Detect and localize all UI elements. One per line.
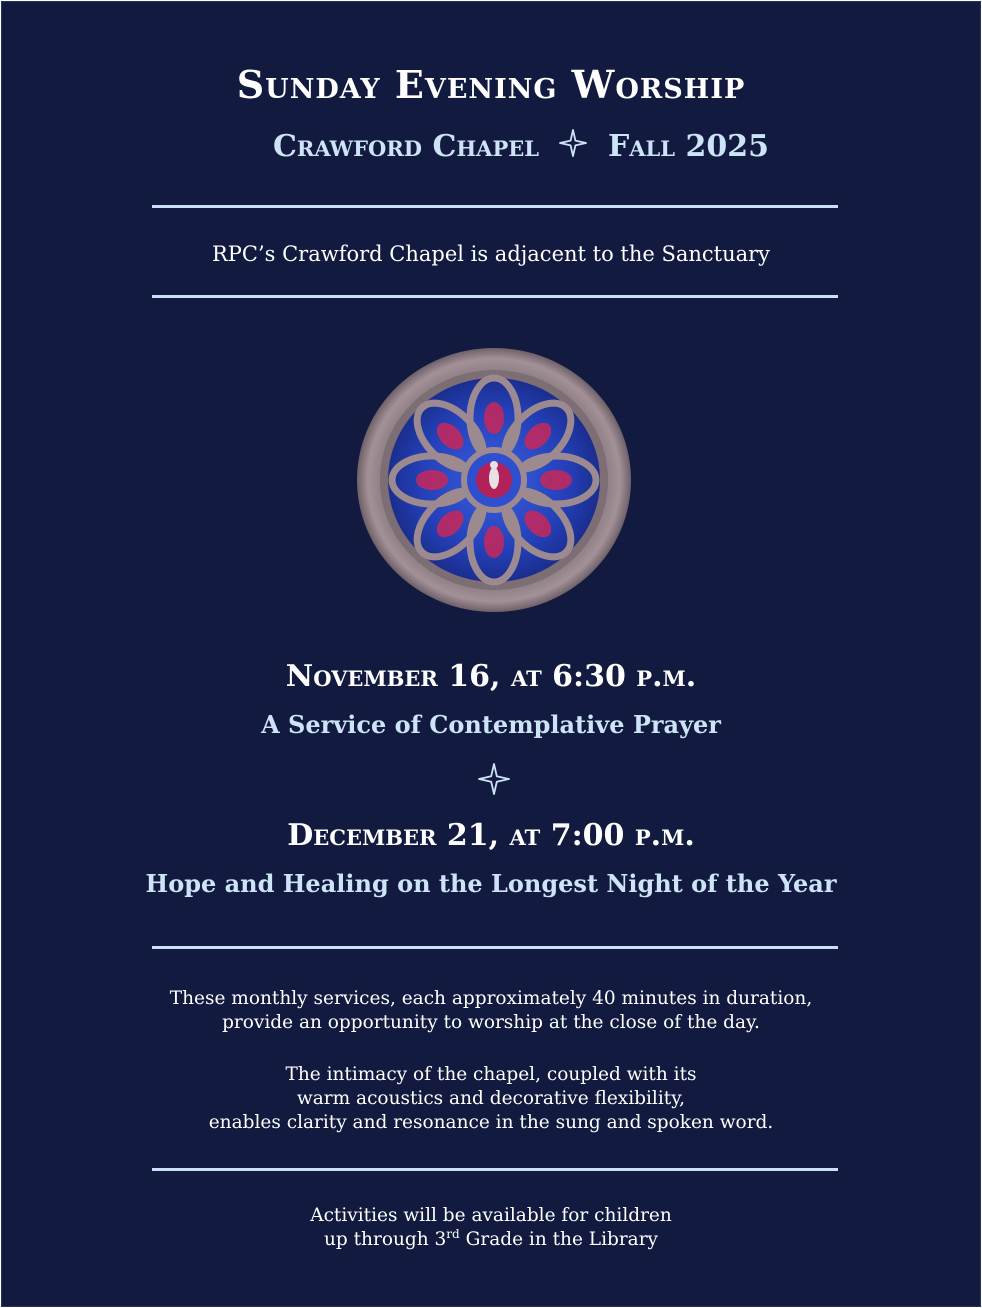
rose-window-image <box>356 347 632 613</box>
children-note-suffix: Grade in the Library <box>459 1229 659 1250</box>
service-name-1: A Service of Contemplative Prayer <box>261 710 721 739</box>
description-line: enables clarity and resonance in the sung and spoken word. <box>208 1112 774 1133</box>
page-title: Sunday Evening Worship <box>236 62 746 107</box>
intro-text: RPC’s Crawford Chapel is adjacent to the Sanctuary <box>211 242 771 266</box>
subtitle-season: Fall 2025 <box>607 129 770 164</box>
four-point-star-icon <box>478 763 510 795</box>
description-paragraph-1 <box>2 987 980 1035</box>
subtitle-location: Crawford Chapel <box>272 129 540 164</box>
description-line: provide an opportunity to worship at the close of the day. <box>222 1012 760 1033</box>
divider-rule <box>152 295 838 298</box>
page-subtitle <box>32 120 981 175</box>
service-date-2: December 21, at 7:00 p.m. <box>287 818 695 853</box>
service-date-1: November 16, at 6:30 p.m. <box>285 659 697 694</box>
description-line: The intimacy of the chapel, coupled with its <box>285 1064 697 1085</box>
children-note <box>2 1204 980 1252</box>
divider-rule <box>152 1168 838 1171</box>
divider-rule <box>152 205 838 208</box>
service-name-2: Hope and Healing on the Longest Night of the Year <box>145 869 837 898</box>
description-line: These monthly services, each approximately 40 minutes in duration, <box>169 988 813 1009</box>
children-note-line <box>2 1228 980 1252</box>
description-line: warm acoustics and decorative flexibility, <box>296 1088 686 1109</box>
children-note-prefix: up through 3 <box>323 1229 447 1250</box>
divider-rule <box>152 946 838 949</box>
children-note-line: Activities will be available for children <box>310 1205 672 1226</box>
children-note-ordinal: rd <box>446 1226 460 1241</box>
four-point-star-icon <box>559 121 587 175</box>
flyer <box>1 1 981 1307</box>
description-paragraph-2 <box>2 1063 980 1135</box>
